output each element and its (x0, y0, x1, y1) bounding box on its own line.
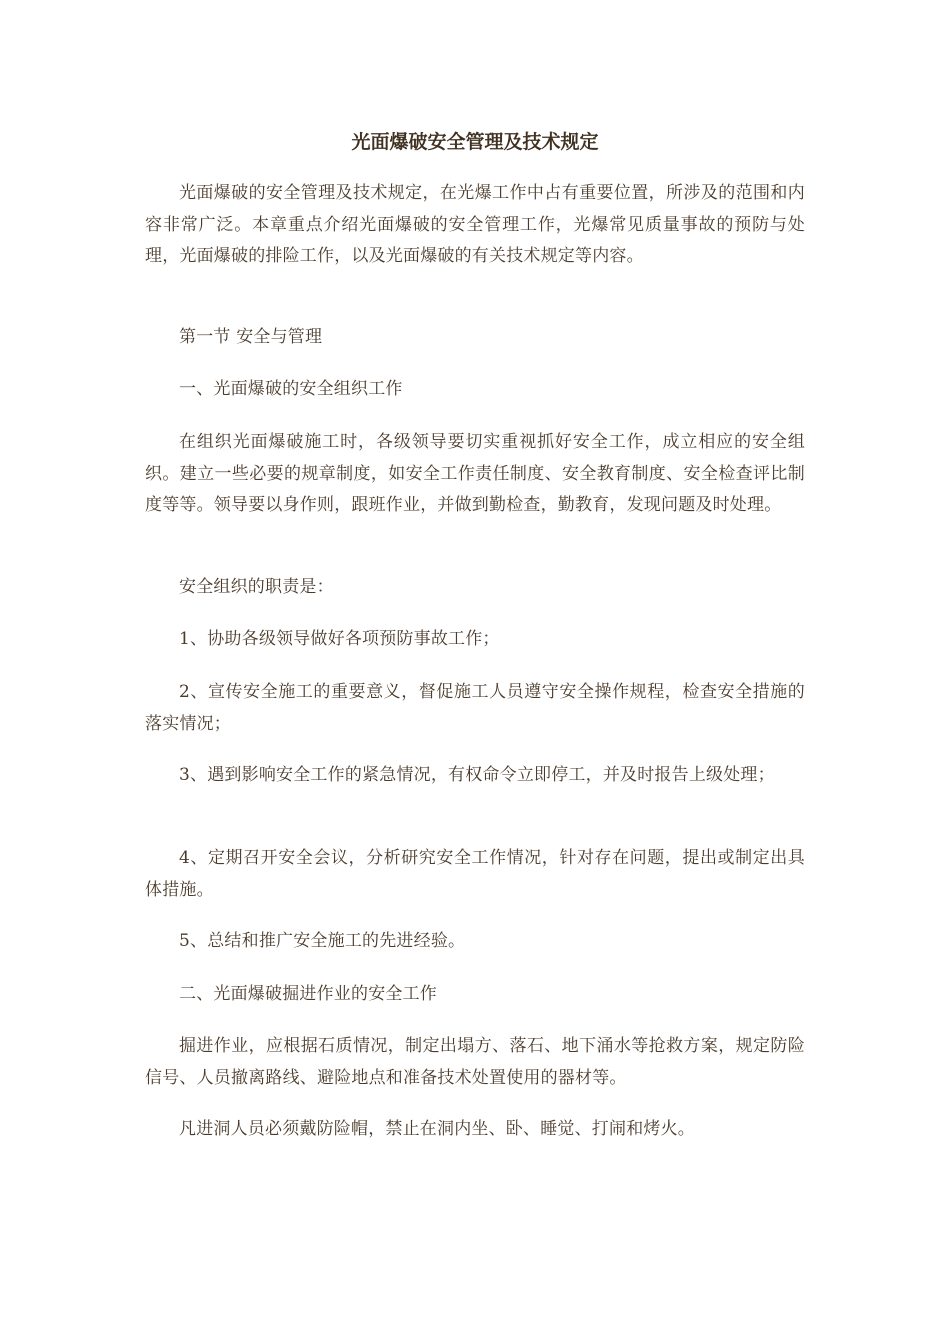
document-title: 光面爆破安全管理及技术规定 (351, 131, 599, 153)
section-heading-1: 第一节 安全与管理 (179, 327, 323, 347)
subsection-heading-2: 二、光面爆破掘进作业的安全工作 (179, 984, 437, 1004)
list-item-duty-1: 1、协助各级领导做好各项预防事故工作； (179, 629, 500, 649)
paragraph-helmet-rule: 凡进洞人员必须戴防险帽，禁止在洞内坐、卧、睡觉、打闹和烤火。 (179, 1119, 695, 1139)
paragraph-excavation: 掘进作业，应根据石质情况，制定出塌方、落石、地下涌水等抢救方案，规定防险信号、人员撤离路线、避险地点和准备技术处置使用的器材等。 (145, 1036, 805, 1088)
subsection-heading-1: 一、光面爆破的安全组织工作 (179, 379, 403, 399)
paragraph-intro: 光面爆破的安全管理及技术规定，在光爆工作中占有重要位置，所涉及的范围和内容非常广泛。本章重点介绍光面爆破的安全管理工作，光爆常见质量事故的预防与处理，光面爆破的排险工作，以及光面爆破的有关技术规定等内容。 (145, 183, 805, 266)
list-item-duty-4: 4、定期召开安全会议，分析研究安全工作情况，针对存在问题，提出或制定出具体措施。 (145, 848, 805, 900)
list-item-duty-2: 2、宣传安全施工的重要意义，督促施工人员遵守安全操作规程，检查安全措施的落实情况； (145, 682, 805, 734)
list-item-duty-5: 5、总结和推广安全施工的先进经验。 (179, 931, 466, 951)
paragraph-duties-intro: 安全组织的职责是： (179, 577, 334, 597)
paragraph-safety-organization: 在组织光面爆破施工时，各级领导要切实重视抓好安全工作，成立相应的安全组织。建立一些必要的规章制度，如安全工作责任制度、安全教育制度、安全检查评比制度等等。领导要以身作则，跟班作业，并做到勤检查，勤教育，发现问题及时处理。 (145, 432, 805, 515)
list-item-duty-3: 3、遇到影响安全工作的紧急情况，有权命令立即停工，并及时报告上级处理； (179, 765, 775, 785)
